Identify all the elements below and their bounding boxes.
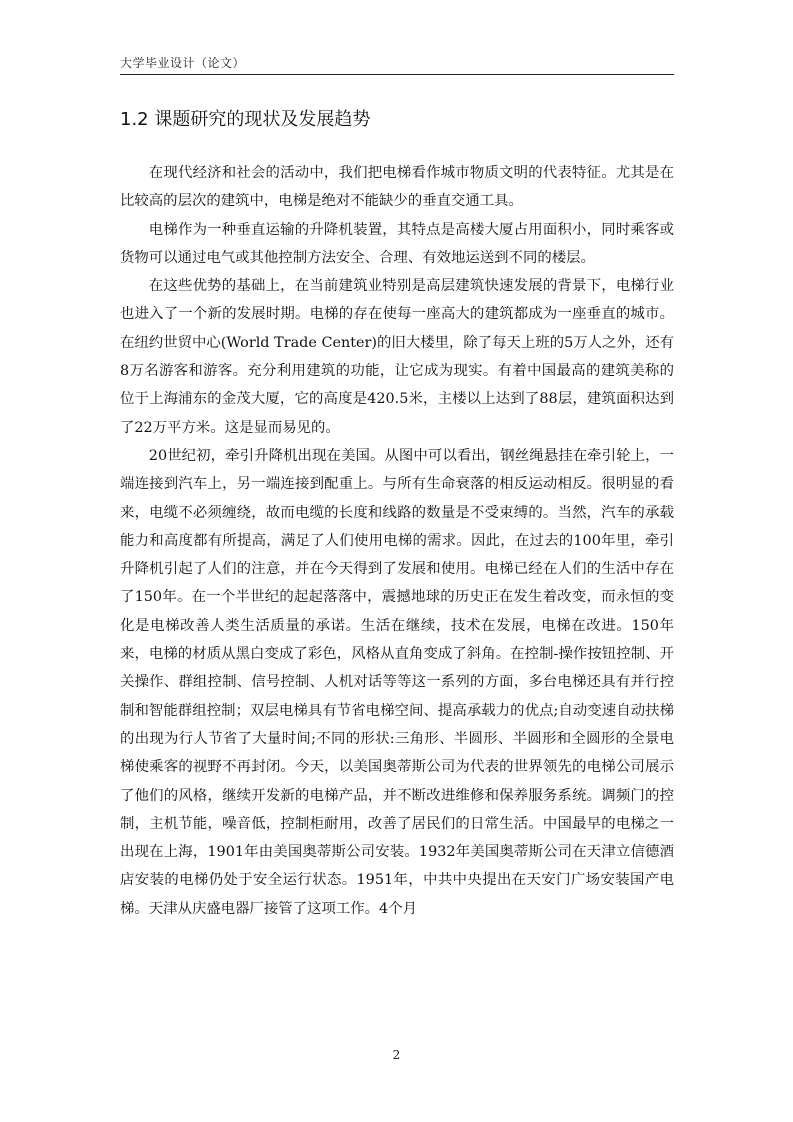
paragraph: 在现代经济和社会的活动中，我们把电梯看作城市物质文明的代表特征。尤其是在比较高的层次的建筑中，电梯是绝对不能缺少的垂直交通工具。 bbox=[120, 165, 674, 210]
section-title: 1.2 课题研究的现状及发展趋势 bbox=[120, 109, 371, 130]
page-number: 2 bbox=[392, 1048, 401, 1062]
header-text: 大学毕业设计（论文） bbox=[120, 56, 246, 70]
paragraph: 电梯作为一种垂直运输的升降机装置，其特点是高楼大厦占用面积小，同时乘客或货物可以通过电气或其他控制方法安全、合理、有效地运送到不同的楼层。 bbox=[120, 221, 674, 266]
body-text bbox=[120, 159, 674, 923]
page-header bbox=[120, 52, 674, 75]
paragraph: 在这些优势的基础上，在当前建筑业特别是高层建筑快速发展的背景下，电梯行业也进入了一个新的发展时期。电梯的存在使每一座高大的建筑都成为一座垂直的城市。在纽约世贸中心(World Trade Center)的旧大楼里，除了每天上班的5万人之外，还有8万名游客和游客。充分利用建筑的功能，让它成为现实。有着中国最高的建筑美称的位于上海浦东的金茂大厦，它的高度是420.5米，主楼以上达到了88层，建筑面积达到了22万平方米。这是显而易见的。 bbox=[120, 278, 675, 436]
paragraph: 20世纪初，牵引升降机出现在美国。从图中可以看出，钢丝绳悬挂在牵引轮上，一端连接到汽车上，另一端连接到配重上。与所有生命衰落的相反运动相反。很明显的看来，电缆不必须缠绕，故而电缆的长度和线路的数量是不受束缚的。当然，汽车的承载能力和高度都有所提高，满足了人们使用电梯的需求。因此，在过去的100年里，牵引升降机引起了人们的注意，并在今天得到了发展和使用。电梯已经在人们的生活中存在了150年。在一个半世纪的起起落落中，震撼地球的历史正在发生着改变，而永恒的变化是电梯改善人类生活质量的承诺。生活在继续，技术在发展，电梯在改进。150年来，电梯的材质从黑白变成了彩色，风格从直角变成了斜角。在控制-操作按钮控制、开关操作、群组控制、信号控制、人机对话等等这一系列的方面，多台电梯还具有并行控制和智能群组控制；双层电梯具有节省电梯空间、提高承载力的优点;自动变速自动扶梯的出现为行人节省了大量时间;不同的形状:三角形、半圆形、半圆形和全圆形的全景电梯使乘客的视野不再封闭。今天，以美国奥蒂斯公司为代表的世界领先的电梯公司展示了他们的风格，继续开发新的电梯产品，并不断改进维修和保养服务系统。调频门的控制，主机节能，噪音低，控制柜耐用，改善了居民们的日常生活。中国最早的电梯之一出现在上海，1901年由美国奥蒂斯公司安装。1932年美国奥蒂斯公司在天津立信德酒店安装的电梯仍处于安全运行状态。1951年，中共中央提出在天安门广场安装国产电梯。天津从庆盛电器厂接管了这项工作。4个月 bbox=[120, 447, 674, 917]
